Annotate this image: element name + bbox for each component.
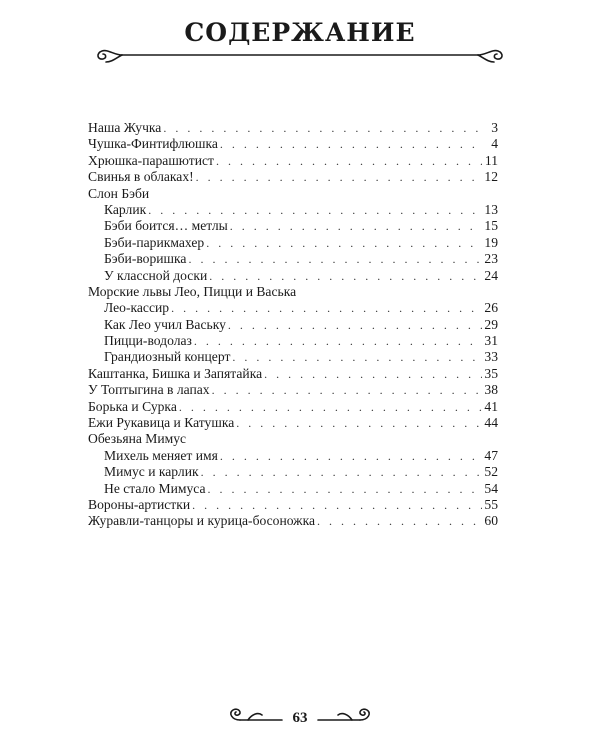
toc-entry-title: Наша Жучка [88,120,162,135]
toc-entry-page: 26 [484,300,498,316]
toc-entry-page: 52 [484,464,498,480]
toc-leader-dots [216,153,482,169]
toc-entry-page: 33 [484,349,498,365]
toc-entry-title: Бэби-парикмахер [104,234,205,250]
toc-leader-dots [201,464,482,480]
toc-leader-dots [163,120,482,136]
toc-entry [88,120,498,136]
toc-entry-title: Обезьяна Мимус [88,431,187,447]
toc-entry [88,136,498,152]
toc-entry-page: 19 [484,234,498,250]
toc-entry-title: Карлик [104,201,147,217]
toc-entry [88,333,498,349]
toc-entry [88,235,498,251]
toc-entry-page: 4 [491,136,498,152]
toc-entry-page: 23 [484,251,498,267]
toc-entry [88,481,498,497]
toc-entry-title: Бэби-воришка [104,251,187,267]
toc-entry [88,366,498,382]
toc-entry-title: Михель меняет имя [104,447,218,463]
toc-entry-page: 12 [484,169,498,185]
ornamental-divider [92,44,508,64]
toc-leader-dots [188,251,482,267]
toc-entry-page: 11 [484,152,498,168]
toc-leader-dots [192,497,482,513]
toc-entry [88,317,498,333]
toc-leader-dots [317,513,482,529]
toc-entry-page: 47 [484,447,498,463]
toc-entry-title: Как Лео учил Ваську [104,316,226,332]
toc-entry-page: 29 [484,316,498,332]
toc-entry-title: Бэби боится… метлы [104,218,228,234]
toc-entry-page: 3 [491,120,498,135]
toc-leader-dots [209,268,482,284]
toc-entry-title: Борька и Сурка [88,398,177,414]
toc-entry-page: 24 [484,267,498,283]
toc-entry-page: 54 [484,480,498,496]
toc-leader-dots [264,366,482,382]
toc-entry-title: У Топтыгина в лапах [88,382,210,398]
toc-entry-page: 31 [484,333,498,349]
toc-entry-page: 55 [484,496,498,512]
toc-entry [88,251,498,267]
toc-entry-title: Каштанка, Бишка и Запятайка [88,365,263,381]
toc-entry-page: 15 [484,218,498,234]
toc-leader-dots [212,382,482,398]
toc-entry [88,399,498,415]
toc-entry [88,464,498,480]
toc-entry [88,186,498,202]
toc-entry-title: Мимус и карлик [104,464,199,480]
toc-leader-dots [232,349,482,365]
page-title: СОДЕРЖАНИЕ [184,18,416,47]
toc-entry [88,349,498,365]
toc-leader-dots [208,481,482,497]
toc-entry [88,202,498,218]
toc-entry-title: Лео-кассир [104,300,170,316]
toc-entry-title: Морские львы Лео, Пицци и Васька [88,283,297,299]
toc-entry-title: Пицци-водолаз [104,333,192,349]
toc-entry-page: 38 [484,382,498,398]
toc-entry-title: Грандиозный концерт [104,349,231,365]
toc-entry [88,284,498,300]
toc-entry-title: Не стало Мимуса [104,480,206,496]
page-number: 63 [292,710,308,726]
toc-leader-dots [220,136,482,152]
toc-entry [88,448,498,464]
toc-entry-page: 41 [484,398,498,414]
toc-leader-dots [171,300,482,316]
toc-entry-page: 44 [484,415,498,431]
toc-leader-dots [230,218,482,234]
toc-leader-dots [148,202,482,218]
toc-entry-title: Вороны-артистки [88,496,191,512]
toc-entry [88,415,498,431]
toc-leader-dots [220,448,482,464]
toc-leader-dots [196,169,482,185]
toc-leader-dots [206,235,482,251]
table-of-contents [88,120,498,530]
toc-leader-dots [236,415,482,431]
toc-entry [88,218,498,234]
toc-entry-title: Ежи Рукавица и Катушка [88,415,235,431]
toc-entry [88,497,498,513]
toc-entry-page: 60 [484,513,498,529]
toc-entry-title: Свинья в облаках! [88,169,194,185]
toc-entry-title: Чушка-Финтифлюшка [88,136,218,152]
toc-leader-dots [194,333,482,349]
toc-leader-dots [228,317,482,333]
toc-entry [88,300,498,316]
toc-entry [88,169,498,185]
toc-entry-title: Хрюшка-парашютист [88,152,214,168]
toc-entry [88,513,498,529]
toc-entry-title: Журавли-танцоры и курица-босоножка [88,513,316,529]
toc-entry [88,382,498,398]
page-footer [0,700,600,740]
toc-entry [88,153,498,169]
toc-entry-page: 13 [484,201,498,217]
toc-entry-page: 35 [484,365,498,381]
toc-leader-dots [179,399,482,415]
toc-entry [88,268,498,284]
toc-entry-title: Слон Бэби [88,185,150,201]
toc-entry-title: У классной доски [104,267,208,283]
toc-entry [88,431,498,447]
